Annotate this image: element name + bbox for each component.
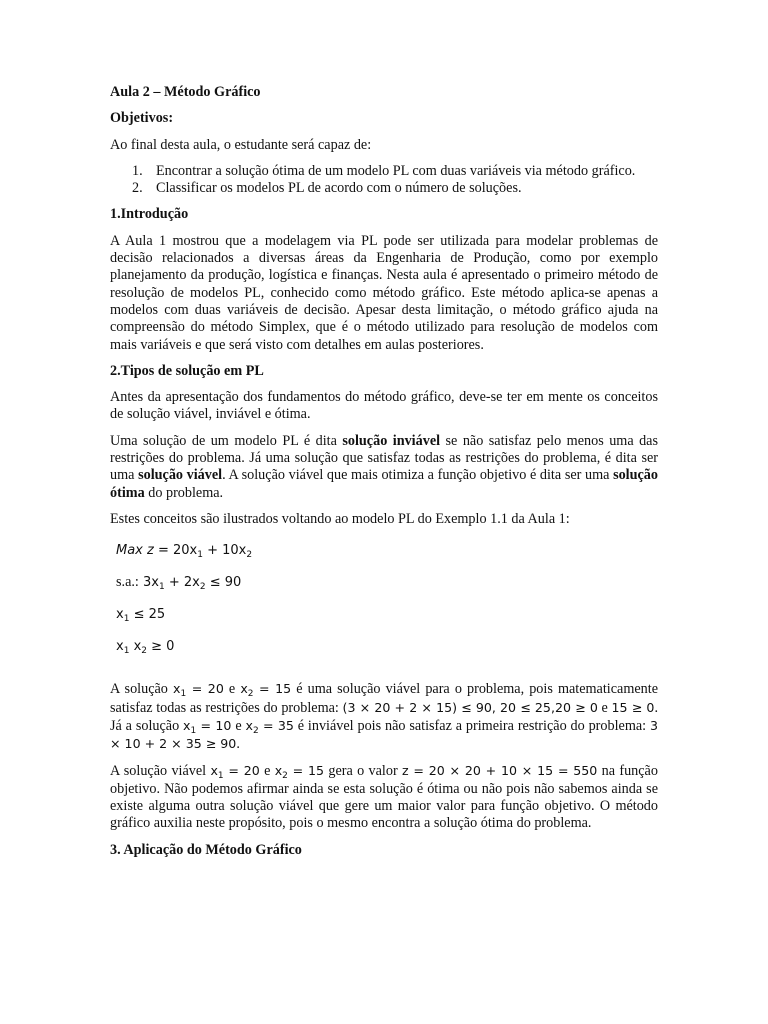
math-run: ≥ 0 bbox=[147, 639, 175, 655]
text-run: . bbox=[236, 736, 240, 753]
text-run: . Já a solução bbox=[110, 699, 658, 734]
math-run: = 15 bbox=[253, 681, 292, 697]
text-run: A solução viável bbox=[110, 763, 211, 780]
math-run: 3x bbox=[138, 575, 159, 591]
subscript: 1 bbox=[158, 582, 165, 593]
text-run: gera o valor bbox=[324, 763, 402, 780]
math-run: = 20x bbox=[153, 543, 198, 559]
math-run bbox=[240, 681, 292, 700]
objective-function bbox=[116, 542, 658, 574]
math-run bbox=[183, 717, 232, 736]
text-run: se não satisfaz pelo menos uma das restrições do problema. Já uma solução que satisfaz todas as restrições do problema, é dita ser uma bbox=[110, 432, 659, 484]
paragraph-conceitos: Antes da apresentação dos fundamentos do método gráfico, deve-se ter em mente os conceitos de solução viável, inviável e ótima. bbox=[110, 389, 658, 423]
objectives-list bbox=[110, 163, 658, 198]
subscript: 1 bbox=[123, 614, 130, 625]
paragraph-solucao-viavel-inviavel bbox=[110, 680, 658, 753]
lesson-title: Aula 2 – Método Gráfico bbox=[110, 84, 261, 100]
text-run: é inviável pois não satisfaz a primeira restrição do problema: bbox=[293, 717, 650, 734]
math-run: z = 20 × 20 + 10 × 15 = 550 bbox=[402, 763, 598, 779]
math-run: x bbox=[116, 607, 124, 623]
math-run: = 20 bbox=[186, 681, 224, 697]
document-page bbox=[110, 84, 658, 859]
paragraph-funcao-objetivo bbox=[110, 762, 658, 832]
math-run bbox=[274, 763, 325, 782]
subscript: 2 bbox=[199, 582, 206, 593]
text-run: e bbox=[231, 717, 246, 734]
objective-text: Encontrar a solução ótima de um modelo PL com duas variáveis via método gráfico. bbox=[156, 162, 636, 179]
text-run: é uma solução viável para o problema, pois matematicamente satisfaz todas as restrições do problema: bbox=[110, 681, 658, 716]
text-run: Uma solução de um modelo PL é dita bbox=[110, 432, 343, 449]
subscript: 2 bbox=[141, 646, 147, 657]
math-run: ≤ 90 bbox=[205, 575, 242, 591]
math-run: = 15 bbox=[287, 763, 325, 779]
math-var: x bbox=[210, 763, 218, 779]
paragraph-definicoes bbox=[110, 433, 658, 502]
intro-paragraph: A Aula 1 mostrou que a modelagem via PL pode ser utilizada para modelar problemas de decisão relacionados a diversas áreas da Engenharia de Produção, como por exemplo planejamento da produção, logística e finanças. Nesta aula é apresentado o primeiro método de resolução de modelos PL, conhecido como método gráfico. Este método aplica-se apenas a modelos com duas variáveis de decisão. Apesar desta limitação, o método gráfico ajuda na compreensão do método Simplex, que é o método utilizado para resolução de modelos com mais variáveis e que será visto com detalhes em aulas posteriores. bbox=[110, 232, 658, 353]
objectives-intro: Ao final desta aula, o estudante será capaz de: bbox=[110, 136, 372, 153]
lp-model bbox=[110, 542, 658, 670]
objective-item bbox=[110, 163, 658, 180]
section-heading-introducao: 1.Introdução bbox=[110, 206, 189, 223]
math-run bbox=[210, 763, 260, 782]
subscript: 1 bbox=[123, 646, 130, 657]
text-run: na função objetivo. Não podemos afirmar ainda se esta solução é ótima ou não pois não sabemos ainda se existe alguma outra solução viável que gere um maior valor para função objetivo. O método gráfico auxilia neste propósito, pois o mesmo encontra a solução ótima do problema. bbox=[110, 763, 658, 832]
text-run: e bbox=[259, 763, 275, 780]
math-run: x bbox=[116, 639, 124, 655]
math-var: x bbox=[274, 763, 283, 779]
math-run: + 2x bbox=[164, 575, 200, 591]
subscript: 2 bbox=[282, 771, 288, 782]
math-run: (3 × 20 + 2 × 15) ≤ 90, 20 ≤ 25,20 ≥ 0 bbox=[342, 699, 598, 715]
term-solucao-otima: solução ótima bbox=[110, 467, 658, 501]
math-var: x bbox=[183, 717, 191, 733]
math-run: Max z bbox=[116, 543, 154, 559]
objective-number: 1. bbox=[132, 162, 143, 179]
text-run: A solução bbox=[110, 681, 173, 698]
constraint-1 bbox=[116, 574, 658, 606]
math-run: ≤ 25 bbox=[129, 607, 166, 623]
math-var: x bbox=[172, 681, 181, 697]
objective-item bbox=[110, 180, 658, 197]
subject-to-label: s.a.: bbox=[116, 574, 139, 591]
term-solucao-inviavel: solução inviável bbox=[342, 432, 441, 449]
math-run: = 35 bbox=[258, 717, 294, 733]
section-heading-tipos-solucao: 2.Tipos de solução em PL bbox=[110, 362, 264, 379]
text-run: do problema. bbox=[144, 484, 224, 501]
objectives-heading: Objetivos: bbox=[110, 110, 174, 127]
subscript: 2 bbox=[252, 725, 259, 736]
constraint-nonnegativity bbox=[116, 638, 658, 670]
math-run: = 10 bbox=[196, 717, 232, 733]
math-var: x bbox=[245, 717, 253, 733]
subscript: 1 bbox=[197, 550, 203, 561]
subscript: 1 bbox=[217, 771, 224, 782]
section-heading-aplicacao: 3. Aplicação do Método Gráfico bbox=[110, 841, 302, 858]
math-run: 15 ≥ 0 bbox=[611, 699, 655, 715]
paragraph-exemplo: Estes conceitos são ilustrados voltando ao modelo PL do Exemplo 1.1 da Aula 1: bbox=[110, 510, 570, 527]
text-run: e bbox=[223, 681, 241, 698]
math-run bbox=[172, 681, 224, 700]
text-run: e bbox=[597, 699, 612, 716]
math-var: x bbox=[240, 681, 248, 697]
objective-text: Classificar os modelos PL de acordo com o número de soluções. bbox=[156, 180, 522, 197]
math-run: 3 × 10 + 2 × 35 ≥ 90 bbox=[110, 717, 658, 752]
objective-number: 2. bbox=[132, 180, 143, 197]
constraint-2 bbox=[116, 606, 658, 638]
subscript: 2 bbox=[247, 689, 254, 700]
subscript: 1 bbox=[190, 725, 197, 736]
math-run: = 20 bbox=[223, 763, 260, 779]
math-run bbox=[245, 717, 294, 736]
term-solucao-viavel: solução viável bbox=[138, 467, 223, 484]
math-run: x bbox=[129, 639, 142, 655]
subscript: 2 bbox=[246, 550, 253, 561]
text-run: . A solução viável que mais otimiza a função objetivo é dita ser uma bbox=[222, 467, 614, 484]
subscript: 1 bbox=[180, 689, 187, 700]
math-run: + 10x bbox=[202, 543, 247, 559]
